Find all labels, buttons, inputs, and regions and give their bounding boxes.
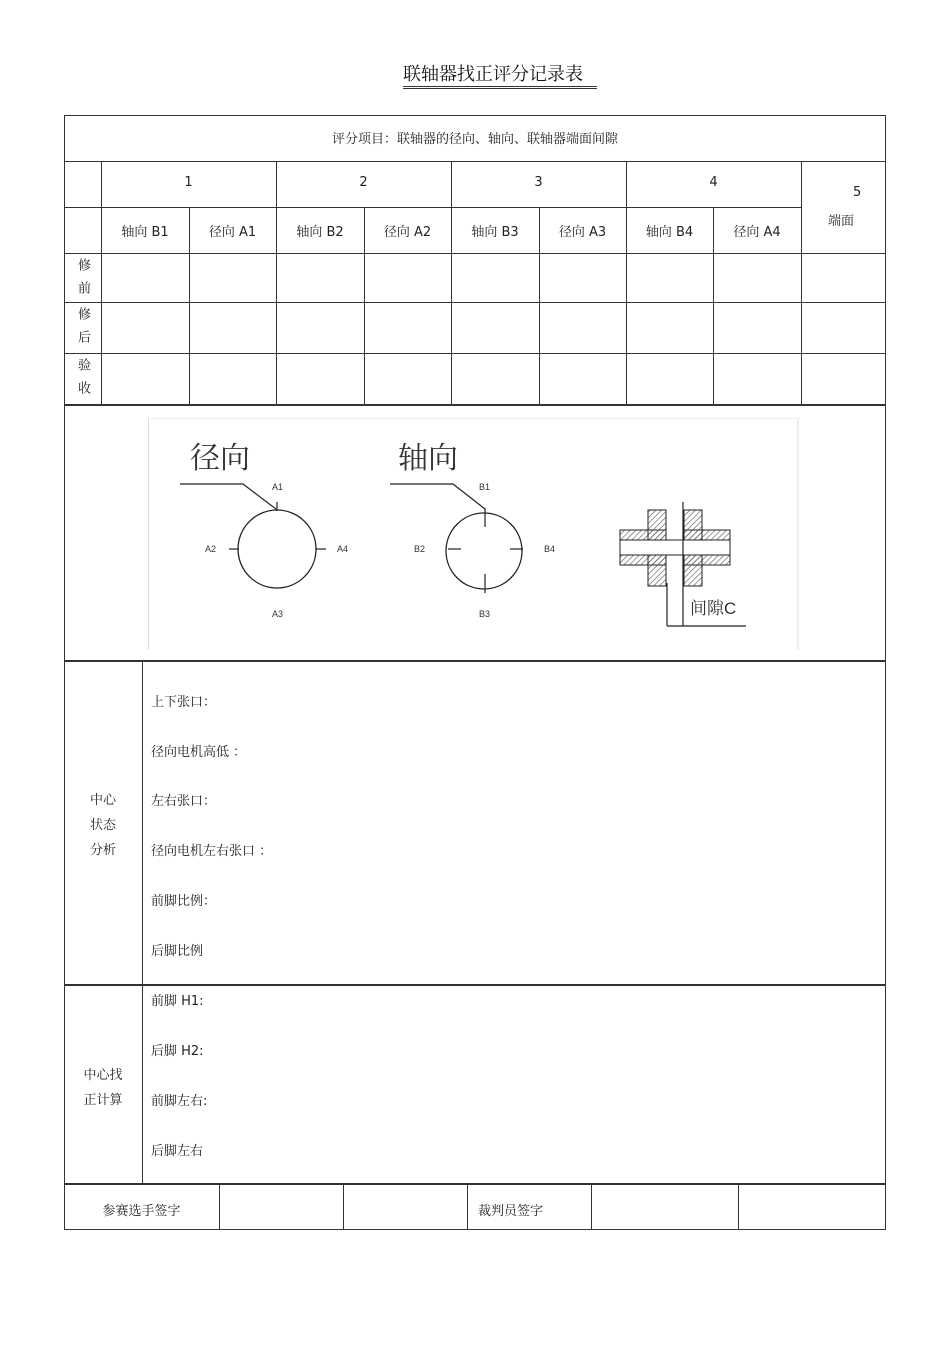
- label-b2: B2: [414, 544, 426, 554]
- group-5: 5: [853, 185, 862, 200]
- group-3: 3: [534, 175, 543, 190]
- contestant-signature-field[interactable]: [220, 1185, 343, 1229]
- analysis-item: 上下张口：: [151, 695, 217, 710]
- group-1: 1: [184, 175, 193, 190]
- analysis-item: 左右张口：: [151, 794, 217, 809]
- axial-title: 轴向: [398, 442, 458, 475]
- label-b1: B1: [479, 482, 491, 492]
- row-label-before: 修前: [75, 258, 90, 304]
- radial-title: 径向: [190, 442, 250, 475]
- alignment-diagram: [148, 418, 799, 650]
- col-radial-a1: 径向 A1: [208, 225, 257, 240]
- label-a2: A2: [205, 544, 217, 554]
- calc-item: 后脚左右: [151, 1144, 204, 1159]
- row-label-acceptance: 验收: [75, 358, 90, 404]
- label-a4: A4: [337, 544, 349, 554]
- col-radial-a4: 径向 A4: [733, 225, 781, 240]
- scoring-item-title: 评分项目：联轴器的径向、轴向、联轴器端面间隙: [331, 132, 618, 147]
- col-axial-b2: 轴向 B2: [296, 225, 344, 240]
- calc-item: 前脚左右:: [151, 1094, 208, 1109]
- label-b3: B3: [479, 609, 491, 619]
- row-label-after: 修后: [75, 307, 90, 353]
- col-axial-b4: 轴向 B4: [645, 225, 694, 240]
- group-2: 2: [359, 175, 368, 190]
- label-b4: B4: [544, 544, 556, 554]
- scoring-table: [64, 115, 886, 405]
- analysis-item: 后脚比例: [151, 944, 204, 959]
- referee-signature-field[interactable]: [592, 1185, 738, 1229]
- calc-item: 后脚 H2:: [151, 1044, 204, 1059]
- page-title: 联轴器找正评分记录表: [0, 60, 950, 86]
- col-radial-a3: 径向 A3: [558, 225, 607, 240]
- contestant-signature-label: 参赛选手签字: [102, 1204, 181, 1219]
- analysis-item: 径向电机高低 ：: [151, 745, 247, 760]
- analysis-label: 中心状态分析: [89, 793, 116, 858]
- gap-label: 间隙C: [690, 599, 737, 618]
- analysis-item: 前脚比例：: [151, 894, 217, 909]
- col-radial-a2: 径向 A2: [383, 225, 432, 240]
- label-a1: A1: [272, 482, 284, 492]
- col-axial-b1: 轴向 B1: [121, 225, 169, 240]
- end-face-label: 端面: [828, 214, 855, 229]
- referee-signature-label: 裁判员签字: [478, 1204, 544, 1219]
- label-a3: A3: [272, 609, 284, 619]
- analysis-item: 径向电机左右张口 ：: [151, 844, 273, 859]
- group-4: 4: [709, 175, 718, 190]
- calc-item: 前脚 H1:: [151, 994, 204, 1009]
- calc-label: 中心找正计算: [83, 1068, 123, 1108]
- col-axial-b3: 轴向 B3: [471, 225, 519, 240]
